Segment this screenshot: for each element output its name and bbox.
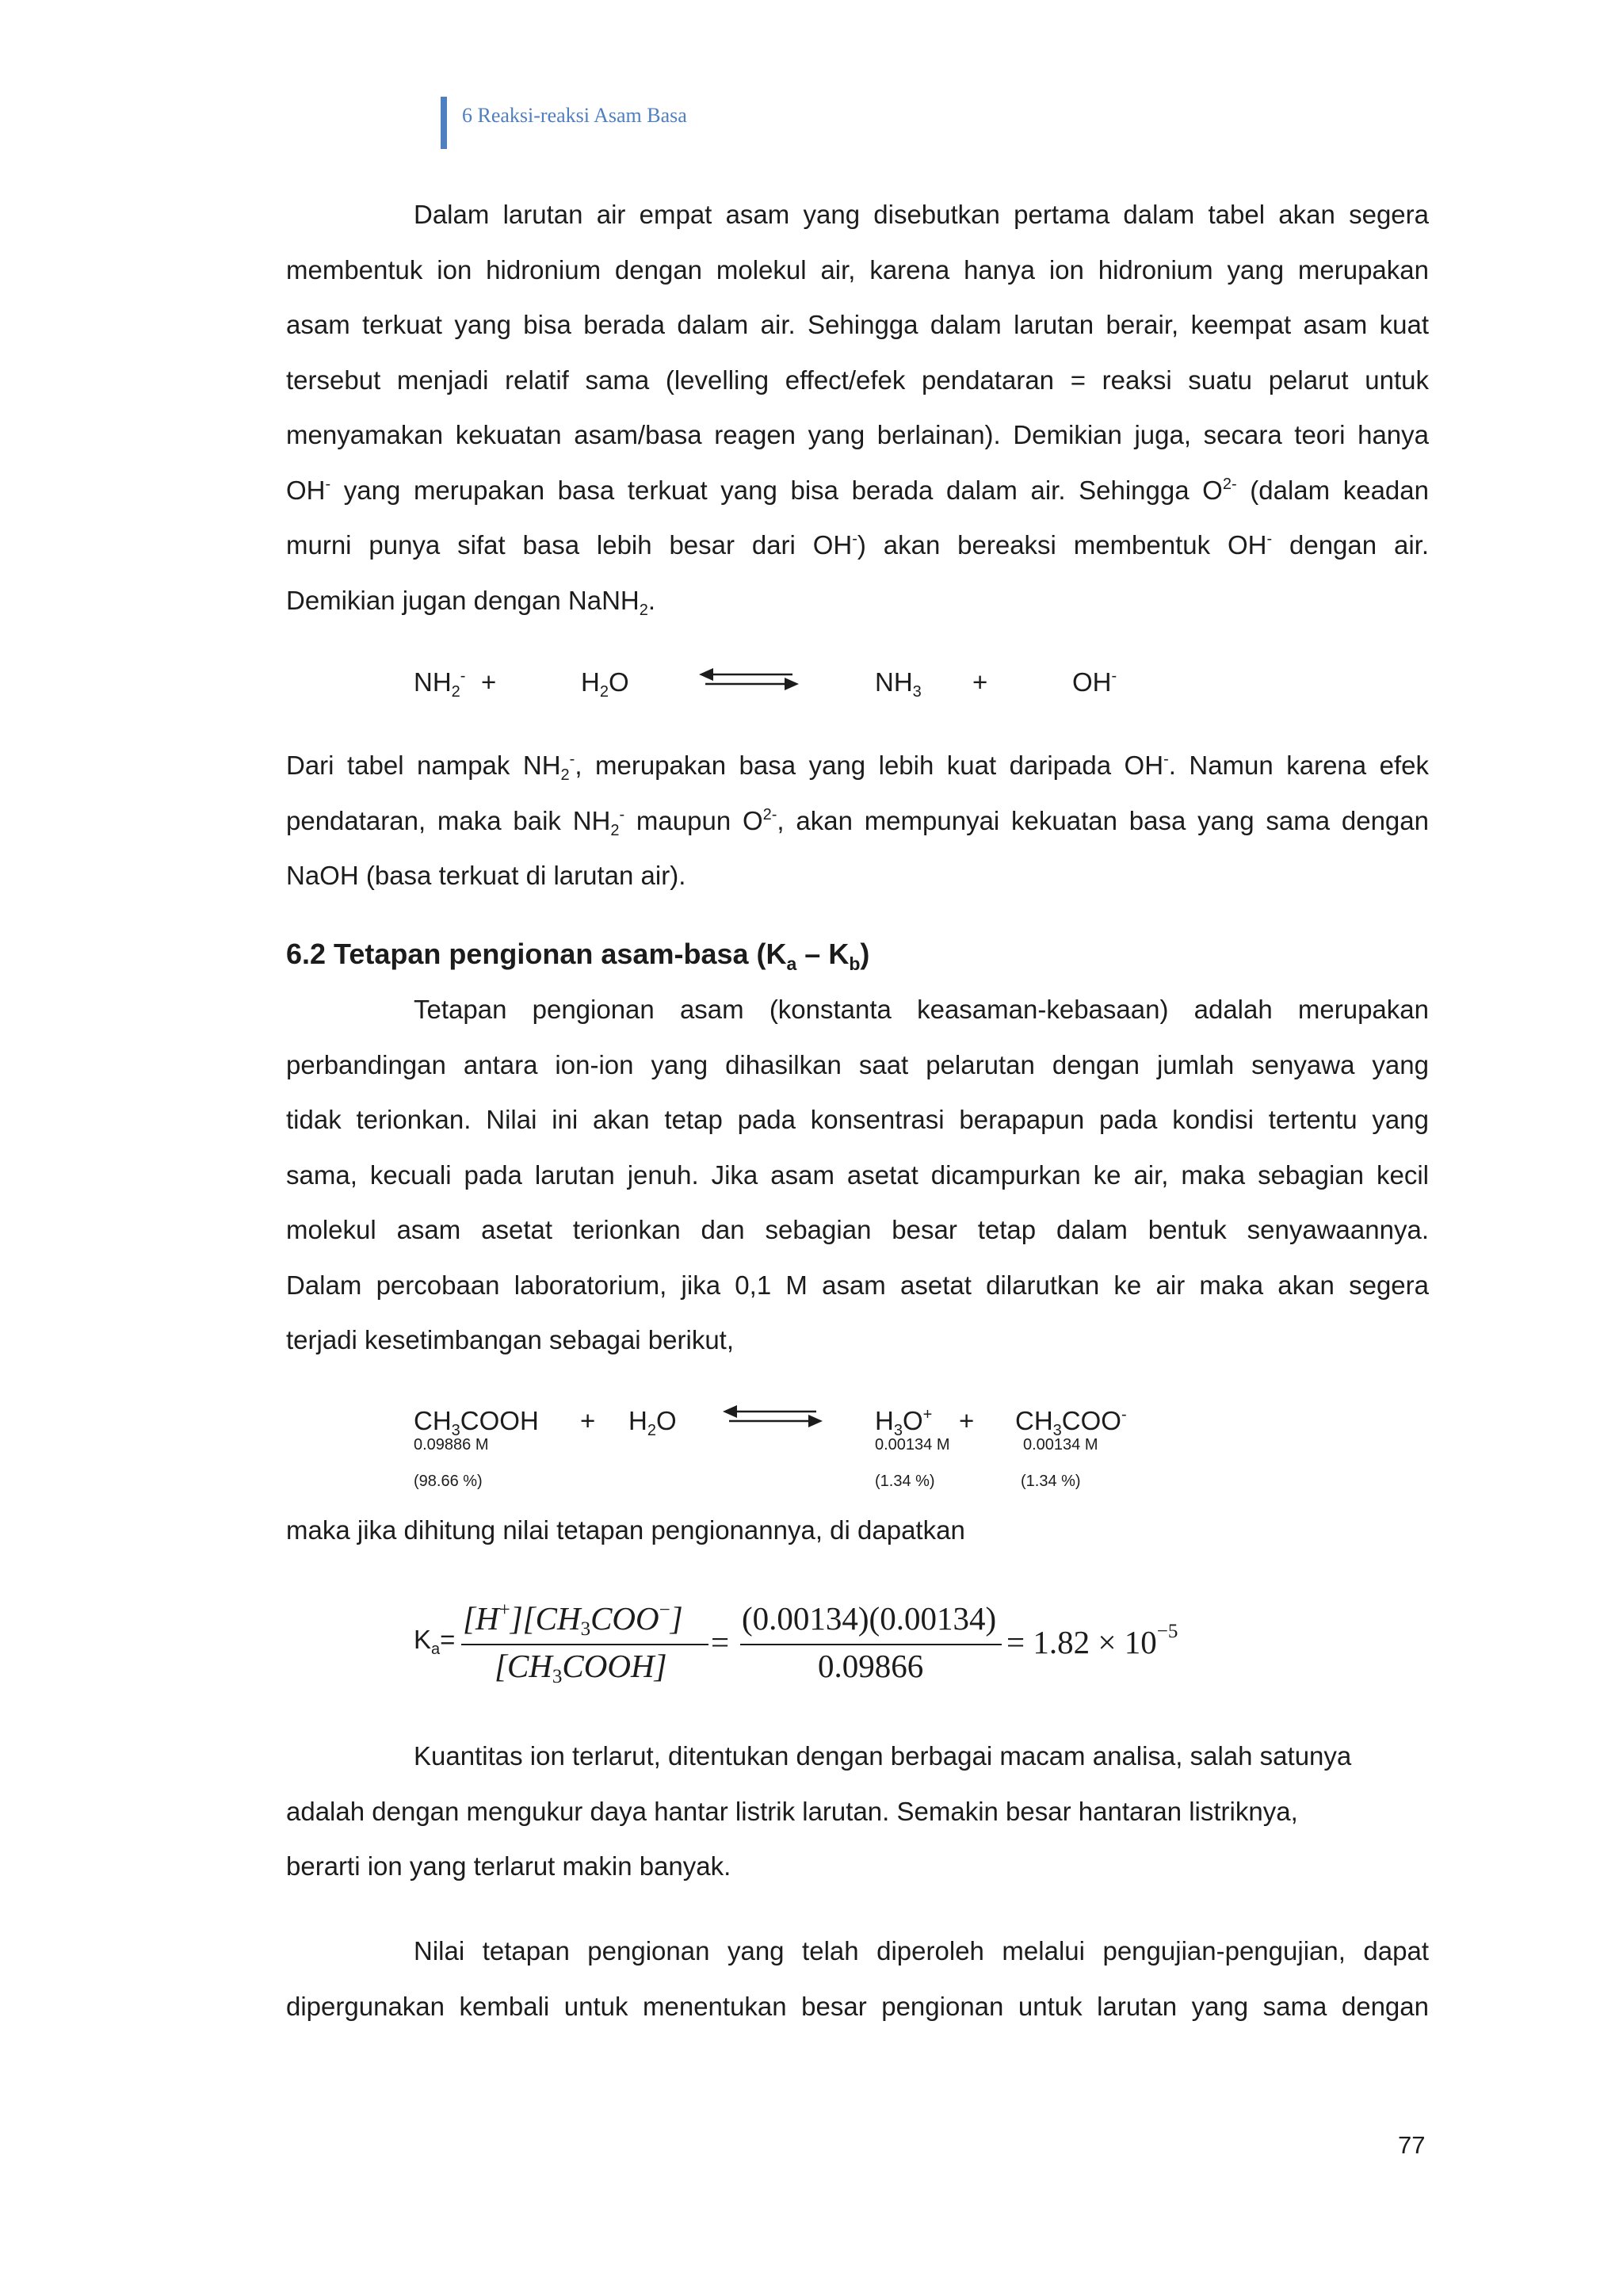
plus-sign: +: [481, 667, 497, 697]
reactant-acetic-acid: $CH_3COOH$: [414, 1406, 539, 1439]
equilibrium-arrow-icon: [721, 1402, 824, 1431]
fraction-bar: [461, 1644, 708, 1645]
equilibrium-arrow-icon: [697, 665, 800, 693]
text-line: sama, kecuali pada larutan jenuh. Jika asam asetat dicampurkan ke air, maka sebagian kecil: [286, 1159, 1429, 1190]
text-line: membentuk ion hidronium dengan molekul air, karena hanya ion hidronium yang merupakan: [286, 254, 1429, 285]
text-line: murni punya sifat basa lebih besar dari OH-) akan bereaksi membentuk OH- dengan air.: [286, 530, 1429, 560]
text-line: tidak terionkan. Nilai ini akan tetap pada konsentrasi berapapun pada kondisi tertentu yang: [286, 1105, 1429, 1134]
paragraph-transition: [286, 1503, 1429, 1558]
paragraph-5: [286, 1924, 1429, 2034]
percent-hydronium: (1.34 %): [875, 1473, 935, 1490]
text-line: adalah dengan mengukur daya hantar listrik larutan. Semakin besar hantaran listriknya,: [286, 1796, 1298, 1826]
product-oh: OH-: [1072, 667, 1117, 697]
ka-denominator-symbolic: $[CH_3COOH]$: [495, 1648, 667, 1687]
text-line: NaOH (basa terkuat di larutan air).: [286, 861, 686, 890]
paragraph-3: [286, 982, 1429, 1368]
plus-sign: +: [959, 1406, 975, 1435]
text-line: Nilai tetapan pengionan yang telah diperoleh melalui pengujian-pengujian, dapat: [414, 1936, 1429, 1966]
text-line: terjadi kesetimbangan sebagai berikut,: [286, 1325, 735, 1354]
text-line: Dari tabel nampak $NH_2^-$, merupakan basa yang lebih kuat daripada OH-. Namun karena efek: [286, 751, 1429, 784]
fraction-bar: [740, 1644, 1002, 1645]
text-line: OH- yang merupakan basa terkuat yang bisa berada dalam air. Sehingga $O^{2-}$ (dalam keadan: [286, 475, 1429, 505]
percent-acetate: (1.34 %): [1021, 1473, 1081, 1490]
section-heading: 6.2 Tetapan pengionan asam-basa $(K_a - K_b)$: [286, 938, 870, 974]
text-line: dipergunakan kembali untuk menentukan besar pengionan untuk larutan yang sama dengan: [286, 1991, 1429, 2021]
percent-acetic-acid: (98.66 %): [414, 1473, 483, 1490]
text-line: perbandingan antara ion-ion yang dihasilkan saat pelarutan dengan jumlah senyawa yang: [286, 1049, 1429, 1079]
ka-numerator-numeric: (0.00134)(0.00134): [742, 1600, 997, 1637]
text-line: Dalam larutan air empat asam yang disebutkan pertama dalam tabel akan segera: [414, 200, 1429, 229]
product-hydronium: $H_3O^+$: [875, 1406, 933, 1439]
reactant-nh2: $NH_2^-$: [414, 667, 466, 701]
text-line: molekul asam asetat terionkan dan sebagian besar tetap dalam bentuk senyawaannya.: [286, 1215, 1429, 1244]
page-number: 77: [1398, 2131, 1426, 2159]
product-acetate: $CH_3COO^-$: [1015, 1406, 1127, 1439]
text-line: asam terkuat yang bisa berada dalam air. Sehingga dalam larutan berair, keempat asam kuat: [286, 310, 1429, 339]
ka-denominator-numeric: 0.09866: [818, 1648, 924, 1684]
text-line: pendataran, maka baik $NH_2^-$ maupun $O^{2-}$, akan mempunyai kekuatan basa yang sama dengan: [286, 805, 1429, 839]
text-line: Dalam percobaan laboratorium, jika 0,1 M asam asetat dilarutkan ke air maka akan segera: [286, 1270, 1429, 1300]
product-nh3: $NH_3$: [875, 667, 922, 701]
text-line: tersebut menjadi relatif sama (levelling effect/efek pendataran = reaksi suatu pelarut untuk: [286, 365, 1429, 395]
running-header: 6 Reaksi-reaksi Asam Basa: [462, 104, 687, 127]
text-line: Tetapan pengionan asam (konstanta keasaman-kebasaan) adalah merupakan: [414, 995, 1429, 1024]
equals-sign: =: [711, 1624, 730, 1660]
concentration-acetate: 0.00134 M: [1023, 1436, 1098, 1454]
paragraph-1: [286, 187, 1429, 628]
reactant-water: $H_2O$: [581, 667, 629, 701]
header-accent-bar: [441, 97, 447, 149]
paragraph-4: [286, 1729, 1429, 1894]
text-line: maka jika dihitung nilai tetapan pengionannya, di dapatkan: [286, 1515, 965, 1545]
concentration-hydronium: 0.00134 M: [875, 1436, 950, 1454]
plus-sign: +: [580, 1406, 596, 1435]
concentration-acetic-acid: 0.09886 M: [414, 1436, 489, 1454]
paragraph-2: [286, 738, 1429, 904]
text-line: menyamakan kekuatan asam/basa reagen yang berlainan). Demikian juga, secara teori hanya: [286, 420, 1429, 449]
plus-sign: +: [972, 667, 988, 697]
reactant-water: $H_2O$: [628, 1406, 677, 1439]
text-line: Kuantitas ion terlarut, ditentukan dengan berbagai macam analisa, salah satunya: [414, 1741, 1352, 1771]
ka-label: $K_a=$: [414, 1625, 456, 1658]
text-line: berarti ion yang terlarut makin banyak.: [286, 1851, 731, 1881]
ka-result: = $1.82 \times 10^{-5}$: [1006, 1621, 1178, 1660]
ka-numerator-symbolic: $[H^+][CH_3COO^-]$: [463, 1599, 683, 1640]
text-line: Demikian jugan dengan NaNH$_2$.: [286, 585, 656, 619]
